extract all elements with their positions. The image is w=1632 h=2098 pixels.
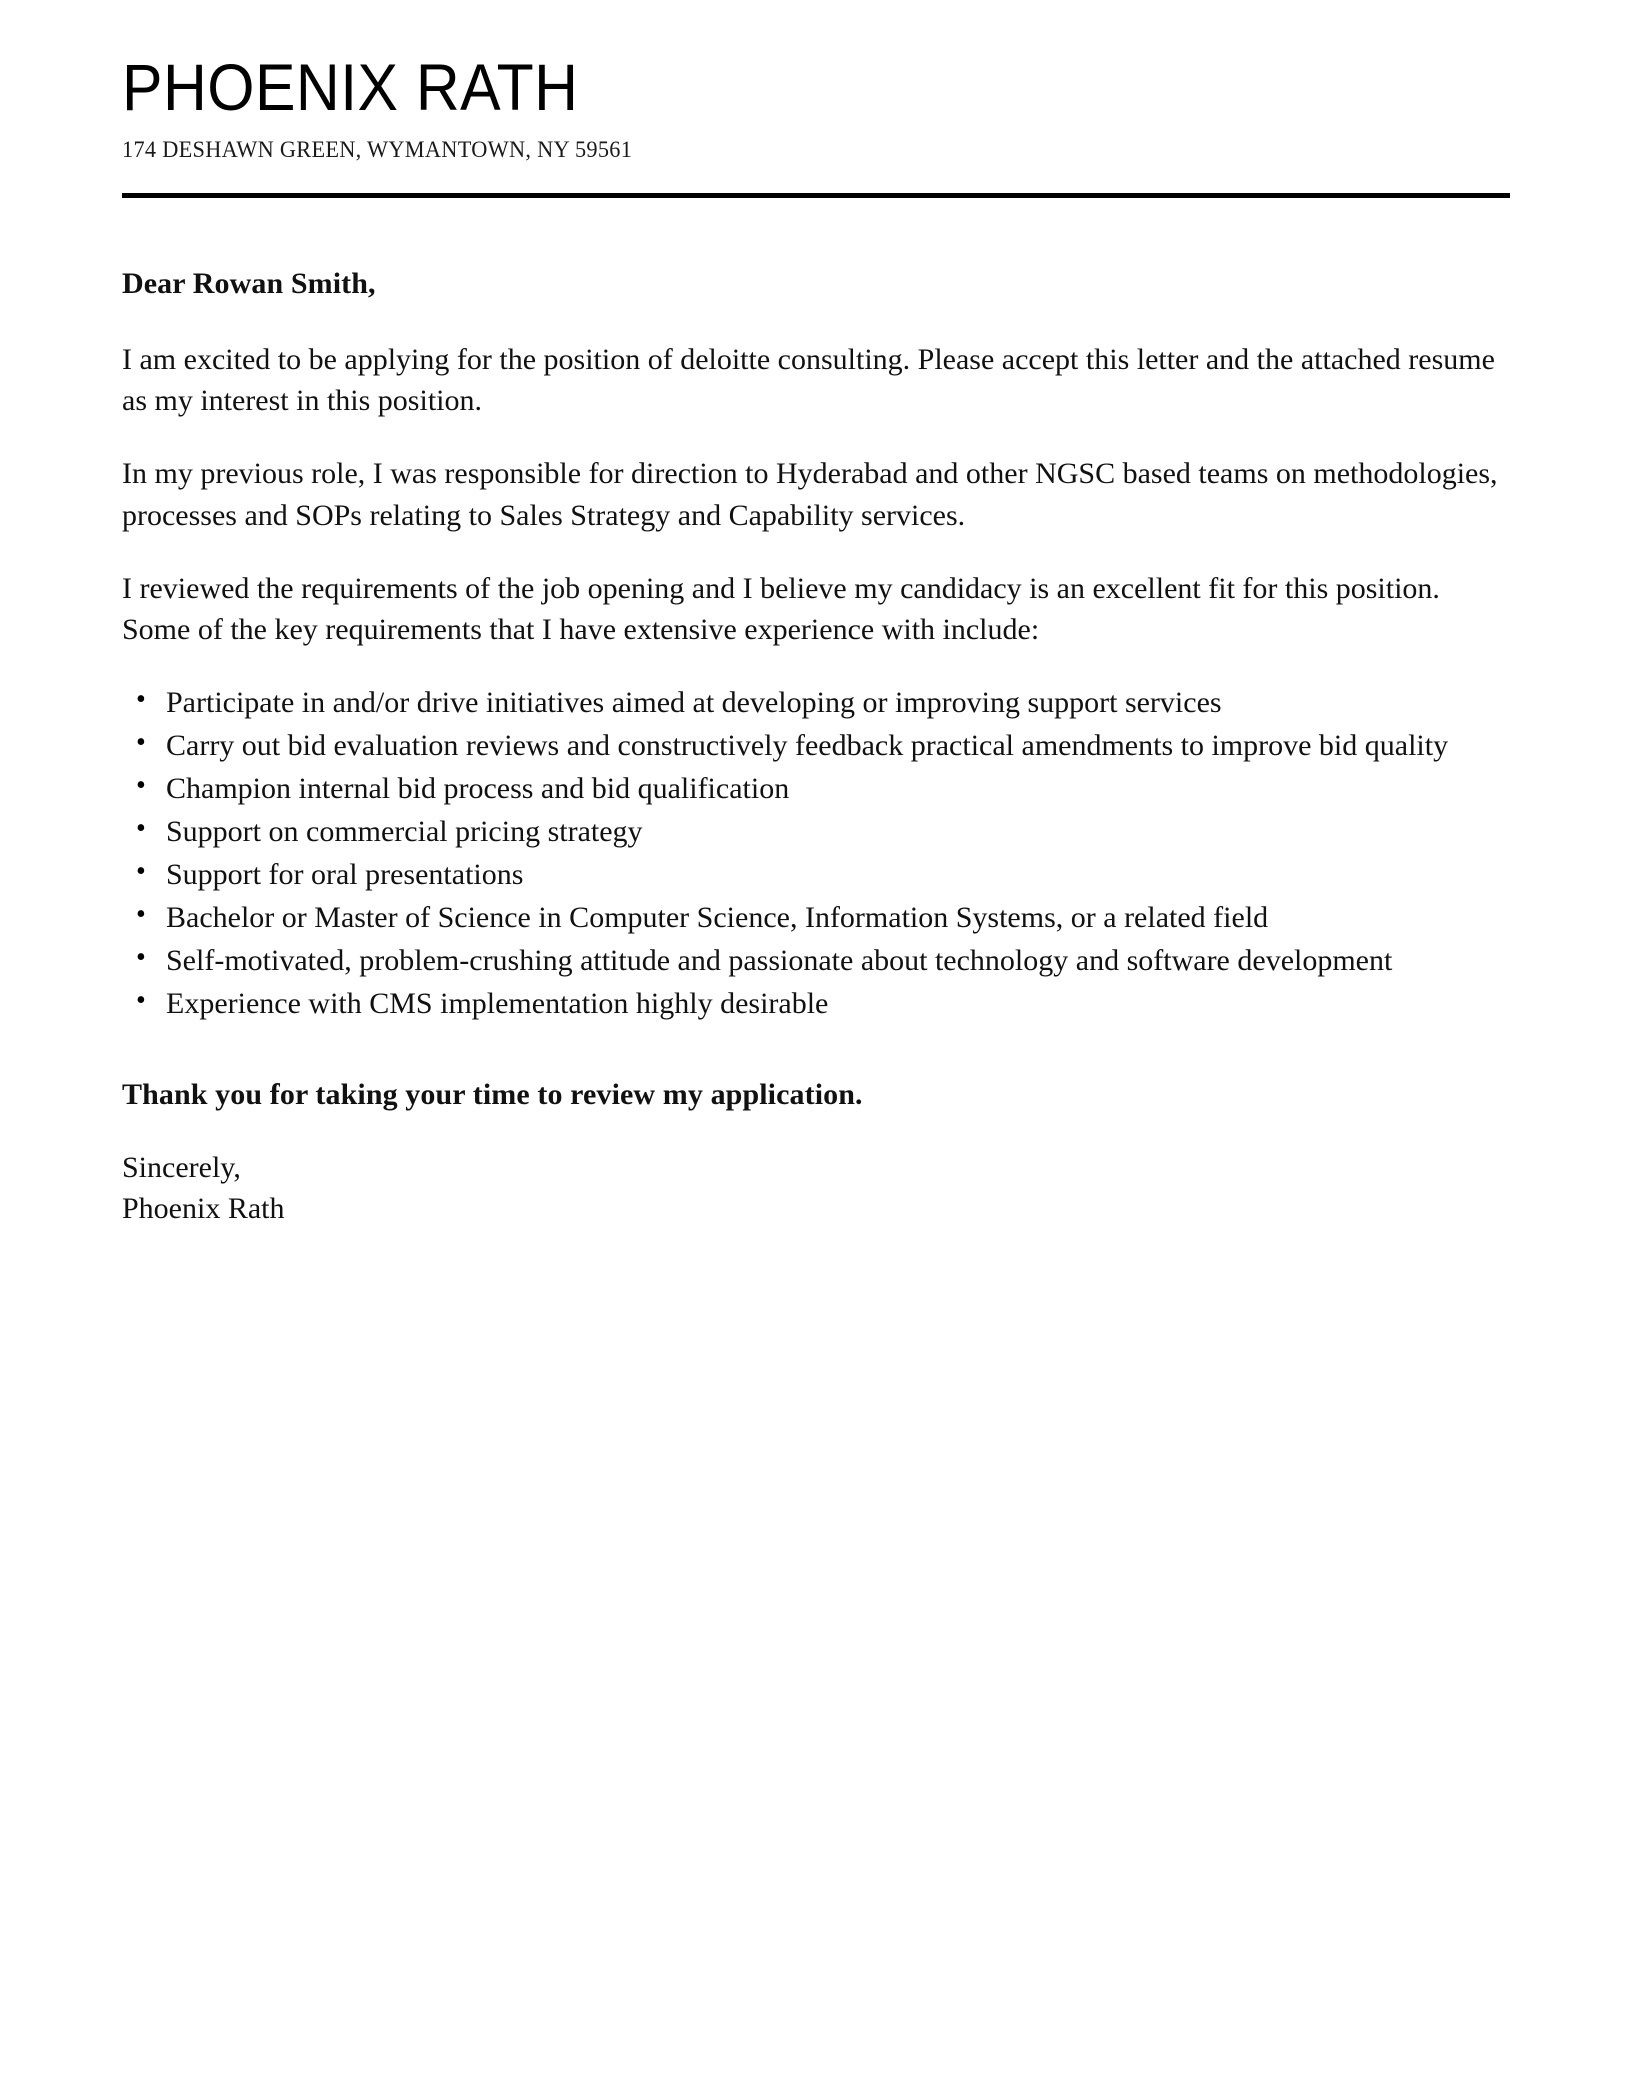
- page-content: [122, 0, 1510, 1230]
- paragraph-experience: In my previous role, I was responsible for direction to Hyderabad and other NGSC based teams on methodologies, processes and SOPs relating to Sales Strategy and Capability services.: [122, 457, 1498, 532]
- paragraph-intro: I am excited to be applying for the position of deloitte consulting. Please accept this letter and the attached resume as my interest in this position.: [122, 343, 1495, 418]
- paragraph-requirements-intro: I reviewed the requirements of the job opening and I believe my candidacy is an excellent fit for this position. Some of the key requirements that I have extensive experience with include:: [122, 571, 1440, 646]
- letterhead: [122, 0, 1510, 198]
- thank-you-line: Thank you for taking your time to review my application.: [122, 1077, 863, 1111]
- signature-block: [122, 1147, 1510, 1229]
- list-item: • Support for oral presentations: [122, 854, 1510, 895]
- list-item: • Bachelor or Master of Science in Computer Science, Information Systems, or a related field: [122, 897, 1510, 938]
- list-item: • Support on commercial pricing strategy: [122, 811, 1510, 852]
- salutation: Dear Rowan Smith,: [122, 267, 376, 301]
- list-item: • Carry out bid evaluation reviews and constructively feedback practical amendments to improve bid quality: [122, 725, 1510, 766]
- contact-address: 174 DESHAWN GREEN, WYMANTOWN, NY 59561: [122, 137, 633, 162]
- list-item: • Participate in and/or drive initiatives aimed at developing or improving support services: [122, 682, 1510, 723]
- page-title: PHOENIX RATH: [122, 50, 579, 124]
- list-item: • Self-motivated, problem-crushing attitude and passionate about technology and software development: [122, 940, 1510, 981]
- letter-body: [122, 264, 1510, 1229]
- header-divider: [122, 193, 1510, 198]
- requirements-list: [122, 682, 1510, 1025]
- list-item: • Champion internal bid process and bid qualification: [122, 768, 1510, 809]
- signoff-closing: Sincerely,: [122, 1151, 241, 1185]
- list-item: • Experience with CMS implementation highly desirable: [122, 983, 1510, 1024]
- signoff-name: Phoenix Rath: [122, 1192, 285, 1226]
